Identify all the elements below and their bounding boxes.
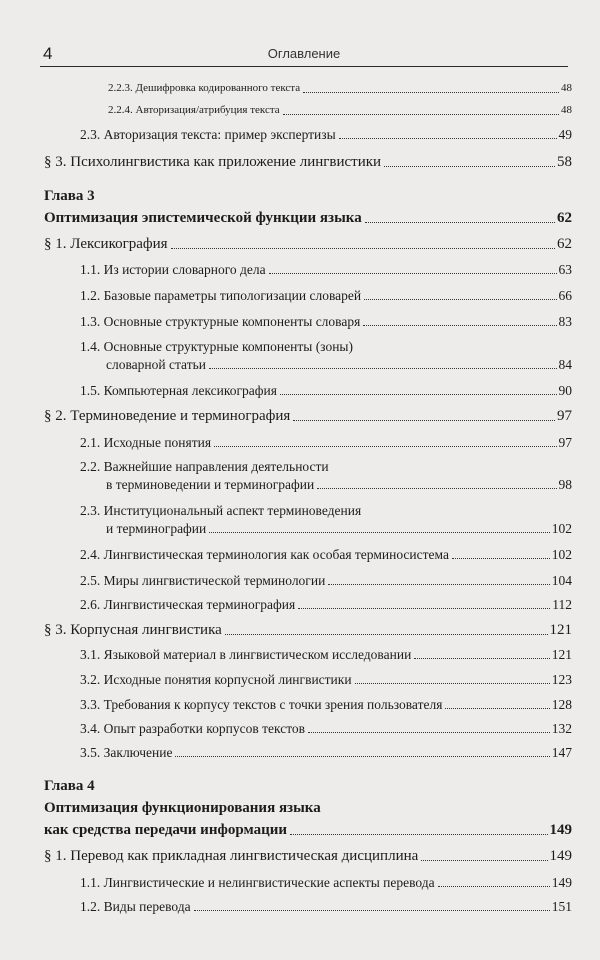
dot-leader — [293, 419, 555, 421]
dot-leader — [317, 487, 556, 489]
toc-entry-title: 1.3. Основные структурные компоненты словаря — [80, 314, 361, 329]
dot-leader — [364, 298, 556, 300]
toc-entry-continued — [106, 520, 572, 537]
toc-entry-page: 62 — [557, 236, 572, 252]
toc-entry — [80, 720, 572, 737]
toc-entry-page: 147 — [551, 745, 572, 760]
toc-entry-title: 1.1. Из истории словарного дела — [80, 262, 266, 277]
toc-entry — [108, 80, 572, 97]
toc-entry-title: 1.5. Компьютерная лексикография — [80, 383, 277, 398]
toc-entry-page: 58 — [557, 154, 572, 170]
toc-entry — [80, 313, 572, 330]
running-title: Оглавление — [267, 46, 341, 61]
toc-entry-page: 84 — [558, 357, 572, 372]
toc-entry-title: 1.2. Базовые параметры типологизации словарей — [80, 288, 362, 303]
toc-entry-page: 132 — [551, 721, 572, 736]
dot-leader — [363, 324, 556, 326]
toc-entry-title: Оптимизация эпистемической функции языка — [44, 210, 362, 226]
toc-entry — [80, 502, 572, 519]
toc-entry-continued — [44, 822, 572, 839]
toc-entry — [80, 572, 572, 589]
toc-entry — [44, 154, 572, 171]
toc-entry-title: как средства передачи информации — [44, 822, 287, 838]
page-number: 4 — [43, 44, 53, 63]
toc-entry-title: Оптимизация функционирования языка — [44, 800, 321, 816]
dot-leader — [452, 557, 550, 559]
toc-entry-title: § 2. Терминоведение и терминография — [44, 408, 291, 424]
toc-entry-title: 1.4. Основные структурные компоненты (зоны) — [80, 339, 353, 354]
toc-entry-page: 63 — [558, 262, 572, 277]
toc-entry-title: 2.1. Исходные понятия — [80, 435, 212, 450]
dot-leader — [298, 607, 550, 609]
toc-entry — [108, 102, 572, 119]
toc-entry — [80, 696, 572, 713]
toc-entry — [80, 874, 572, 891]
toc-entry-page: 149 — [551, 875, 572, 890]
toc-entry — [44, 800, 572, 817]
toc-entry-title: 1.1. Лингвистические и нелингвистические аспекты перевода — [80, 875, 435, 890]
toc-entry-title: 3.5. Заключение — [80, 745, 173, 760]
toc-entry-page: 90 — [558, 383, 572, 398]
toc-entry-page: 83 — [558, 314, 572, 329]
toc-entry-title: 3.2. Исходные понятия корпусной лингвистики — [80, 672, 352, 687]
toc-entry-title: § 3. Корпусная лингвистика — [44, 622, 222, 638]
toc-entry-page: 48 — [561, 82, 572, 94]
toc-entry-page: 62 — [557, 210, 572, 226]
dot-leader — [303, 91, 559, 93]
toc-entry — [80, 744, 572, 761]
toc-entry-title: 3.4. Опыт разработки корпусов текстов — [80, 721, 306, 736]
dot-leader — [280, 393, 557, 395]
dot-leader — [269, 272, 557, 274]
toc-entry — [80, 382, 572, 399]
toc-entry-title: § 1. Перевод как прикладная лингвистическая дисциплина — [44, 848, 419, 864]
toc-entry-title: 2.3. Институциональный аспект терминоведения — [80, 503, 362, 518]
dot-leader — [355, 682, 550, 684]
toc-entry — [44, 408, 572, 425]
toc-entry-title: § 3. Психолингвистика как приложение лингвистики — [44, 154, 382, 170]
toc-entry — [44, 210, 572, 227]
toc-entry — [44, 236, 572, 253]
toc-entry-title: в терминоведении и терминографии — [106, 477, 315, 492]
dot-leader — [414, 657, 549, 659]
toc-entry — [80, 671, 572, 688]
toc-entry-title: 2.4. Лингвистическая терминология как особая терминосистема — [80, 547, 449, 562]
toc-entry-title: словарной статьи — [106, 357, 206, 372]
dot-leader — [339, 137, 557, 139]
dot-leader — [283, 113, 559, 115]
dot-leader — [308, 731, 550, 733]
toc-entry-title: 2.2.4. Авторизация/атрибуция текста — [108, 104, 280, 116]
toc-entry-continued — [106, 356, 572, 373]
toc-entry — [44, 848, 572, 865]
toc-entry — [80, 898, 572, 915]
toc-entry-page: 48 — [561, 104, 572, 116]
dot-leader — [209, 367, 557, 369]
toc-entry — [80, 126, 572, 143]
toc-entry — [80, 287, 572, 304]
toc-entry-page: 102 — [551, 521, 572, 536]
toc-entry-page: 151 — [551, 899, 572, 914]
toc-entry-page: 104 — [551, 573, 572, 588]
toc-entry — [80, 261, 572, 278]
toc-entry — [80, 546, 572, 563]
toc-entry — [80, 434, 572, 451]
page-header — [40, 44, 568, 67]
toc-entry-title: 3.3. Требования к корпусу текстов с точки зрения пользователя — [80, 697, 443, 712]
dot-leader — [225, 633, 548, 635]
dot-leader — [171, 247, 555, 249]
toc-entry-page: 121 — [551, 647, 572, 662]
dot-leader — [209, 531, 549, 533]
toc-entry-page: 149 — [549, 822, 572, 838]
toc-entry — [80, 596, 572, 613]
toc-entry-title: 2.3. Авторизация текста: пример экспертизы — [80, 127, 336, 142]
dot-leader — [438, 885, 550, 887]
toc-entry-title: 1.2. Виды перевода — [80, 899, 191, 914]
toc-entry-title: 2.2. Важнейшие направления деятельности — [80, 459, 329, 474]
toc-entry — [80, 338, 572, 355]
toc-entry-page: 123 — [551, 672, 572, 687]
toc-entry — [80, 646, 572, 663]
toc-entry-page: 66 — [558, 288, 572, 303]
dot-leader — [384, 165, 555, 167]
toc-entry-page: 112 — [552, 597, 572, 612]
dot-leader — [175, 755, 549, 757]
chapter-heading: Глава 3 — [44, 188, 95, 204]
dot-leader — [194, 909, 550, 911]
toc-entry-page: 149 — [549, 848, 572, 864]
toc-entry — [80, 458, 572, 475]
toc-entry-page: 128 — [551, 697, 572, 712]
toc-entry-page: 121 — [549, 622, 572, 638]
toc-entry-page: 97 — [557, 408, 572, 424]
toc-entry-title: 3.1. Языковой материал в лингвистическом исследовании — [80, 647, 412, 662]
dot-leader — [365, 221, 555, 223]
toc-entry-page: 98 — [558, 477, 572, 492]
chapter-heading: Глава 4 — [44, 778, 95, 794]
toc-entry-continued — [106, 476, 572, 493]
toc-entry-title: 2.2.3. Дешифровка кодированного текста — [108, 82, 301, 94]
toc-entry — [44, 622, 572, 639]
dot-leader — [421, 859, 547, 861]
toc-entry-title: § 1. Лексикография — [44, 236, 168, 252]
dot-leader — [328, 583, 549, 585]
dot-leader — [214, 445, 556, 447]
toc-entry-page: 97 — [558, 435, 572, 450]
toc-entry-page: 102 — [551, 547, 572, 562]
toc-entry-title: 2.5. Миры лингвистической терминологии — [80, 573, 326, 588]
toc-entry-title: 2.6. Лингвистическая терминография — [80, 597, 296, 612]
toc-entry-page: 49 — [558, 127, 572, 142]
dot-leader — [290, 833, 548, 835]
dot-leader — [445, 707, 549, 709]
toc-entry-title: и терминографии — [106, 521, 207, 536]
